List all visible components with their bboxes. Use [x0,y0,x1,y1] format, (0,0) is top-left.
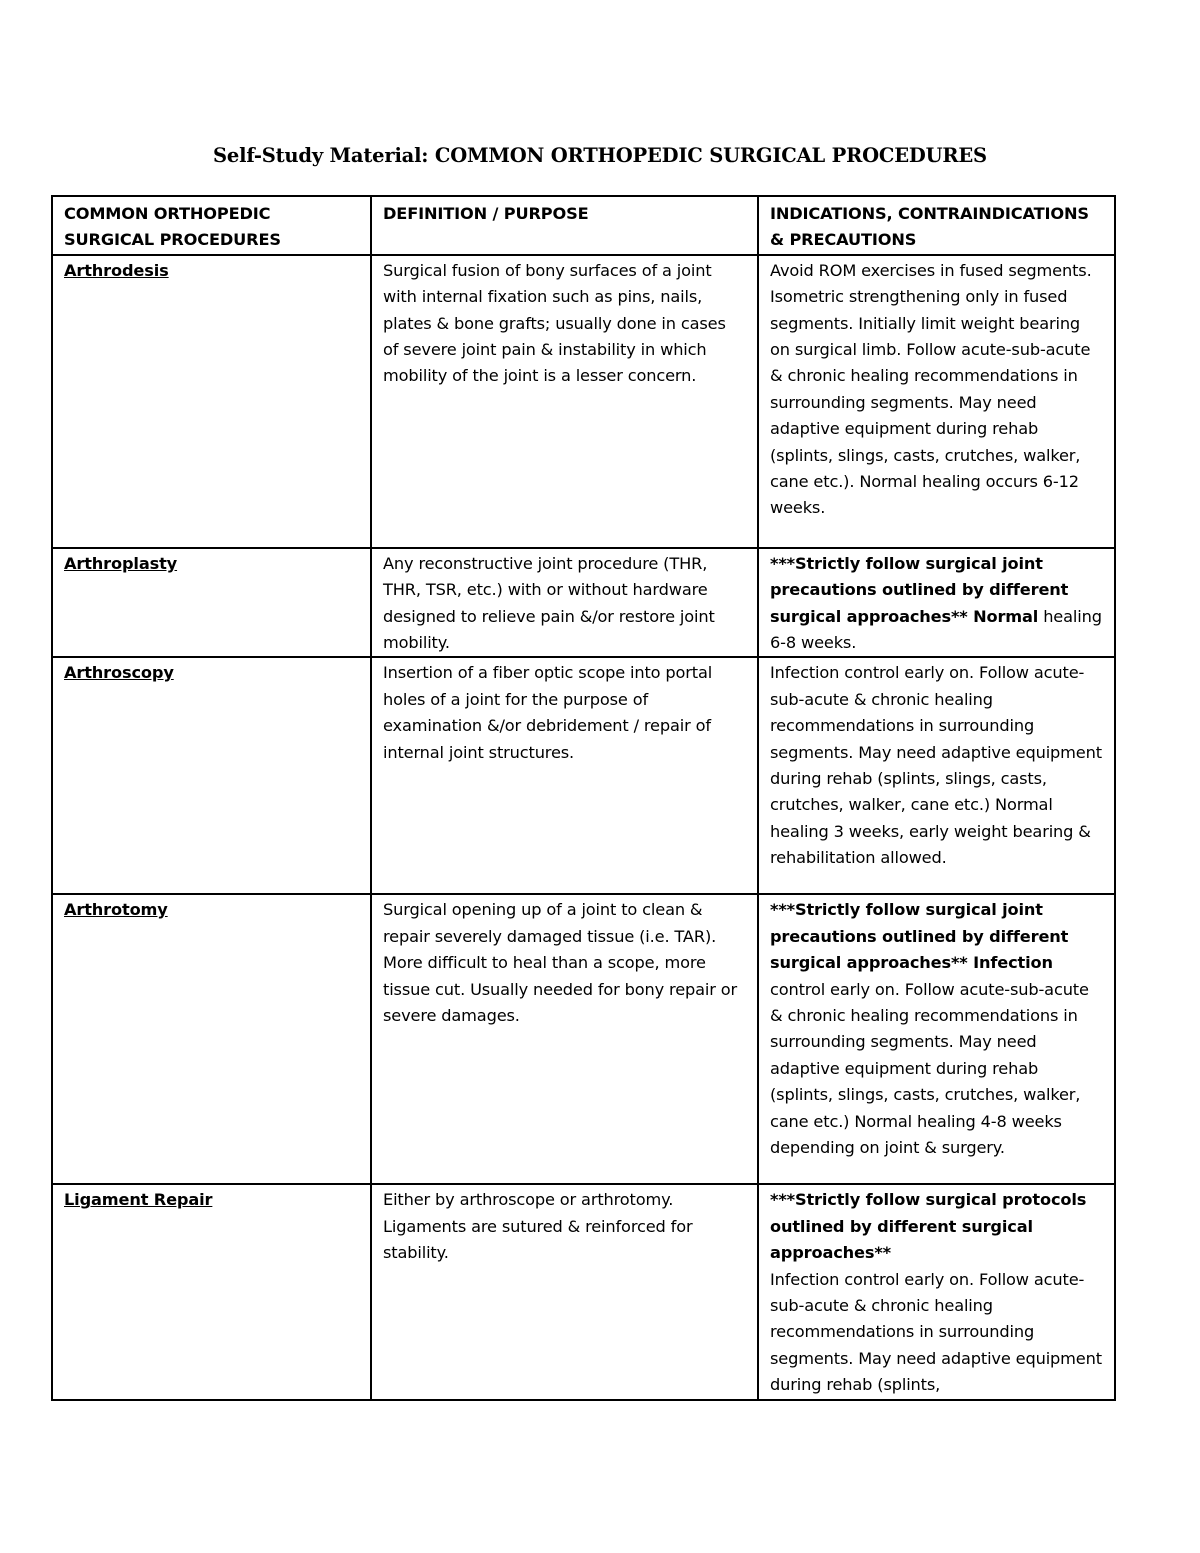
table-row [52,255,1115,548]
procedure-cell [52,548,371,658]
procedure-cell [52,1184,371,1399]
definition-cell: Surgical opening up of a joint to clean & repair severely damaged tissue (i.e. TAR). More difficult to heal than a scope, more tissue cut. Usually needed for bony repair or severe damages. [371,894,758,1184]
procedure-name: Ligament Repair [64,1190,213,1210]
procedure-name: Arthrotomy [64,900,168,920]
indications-cell [758,255,1115,548]
table-row [52,1184,1115,1399]
indications-text: Avoid ROM exercises in fused segments. Isometric strengthening only in fused segments. Initially limit weight bearing on surgical limb. Follow acute-sub-acute & chronic healing recommendations in surrounding segments. May need adaptive equipment during rehab (splints, slings, casts, crutches, walker, cane etc.). Normal healing occurs 6-12 weeks. [770,260,1092,518]
indications-text: Infection control early on. Follow acute-sub-acute & chronic healing recommendations in surrounding segments. May need adaptive equipment during rehab (splints, [770,1269,1102,1395]
indications-text: control early on. Follow acute-sub-acute & chronic healing recommendations in surrounding segments. May need adaptive equipment during rehab (splints, slings, casts, crutches, walker, cane etc.) Normal healing 4-8 weeks depending on joint & surgery. [770,979,1089,1158]
indications-emphasis: ***Strictly follow surgical joint precautions outlined by different surgical approaches** Normal [770,553,1069,626]
indications-emphasis: ***Strictly follow surgical joint precautions outlined by different surgical approaches** Infection [770,900,1069,973]
procedure-cell [52,894,371,1184]
definition-cell: Surgical fusion of bony surfaces of a joint with internal fixation such as pins, nails, plates & bone grafts; usually done in cases of severe joint pain & instability in which mobility of the joint is a lesser concern. [371,255,758,548]
table-row [52,894,1115,1184]
table-header-row [52,196,1115,255]
definition-cell: Insertion of a fiber optic scope into portal holes of a joint for the purpose of examination &/or debridement / repair of internal joint structures. [371,657,758,894]
procedure-name: Arthroplasty [64,553,178,573]
indications-cell [758,894,1115,1184]
indications-emphasis: ***Strictly follow surgical protocols outlined by different surgical approaches** [770,1190,1087,1263]
header-definition: DEFINITION / PURPOSE [371,196,758,255]
procedures-table [51,195,1116,1401]
definition-cell: Any reconstructive joint procedure (THR, THR, TSR, etc.) with or without hardware designed to relieve pain &/or restore joint mobility. [371,548,758,658]
procedure-cell [52,255,371,548]
definition-cell: Either by arthroscope or arthrotomy. Ligaments are sutured & reinforced for stability. [371,1184,758,1399]
page-title: Self-Study Material: COMMON ORTHOPEDIC SURGICAL PROCEDURES [213,144,987,167]
procedure-cell [52,657,371,894]
indications-cell [758,657,1115,894]
indications-text: healing 6-8 weeks. [770,606,1102,653]
indications-cell [758,1184,1115,1399]
header-indications: INDICATIONS, CONTRAINDICATIONS & PRECAUTIONS [758,196,1115,255]
table-row [52,657,1115,894]
procedure-name: Arthroscopy [64,663,174,683]
indications-text: Infection control early on. Follow acute-sub-acute & chronic healing recommendations in surrounding segments. May need adaptive equipment during rehab (splints, slings, casts, crutches, walker, cane etc.) Normal healing 3 weeks, early weight bearing & rehabilitation allowed. [770,663,1102,868]
procedure-name: Arthrodesis [64,260,169,280]
indications-cell [758,548,1115,658]
header-procedure: COMMON ORTHOPEDIC SURGICAL PROCEDURES [52,196,371,255]
table-row [52,548,1115,658]
